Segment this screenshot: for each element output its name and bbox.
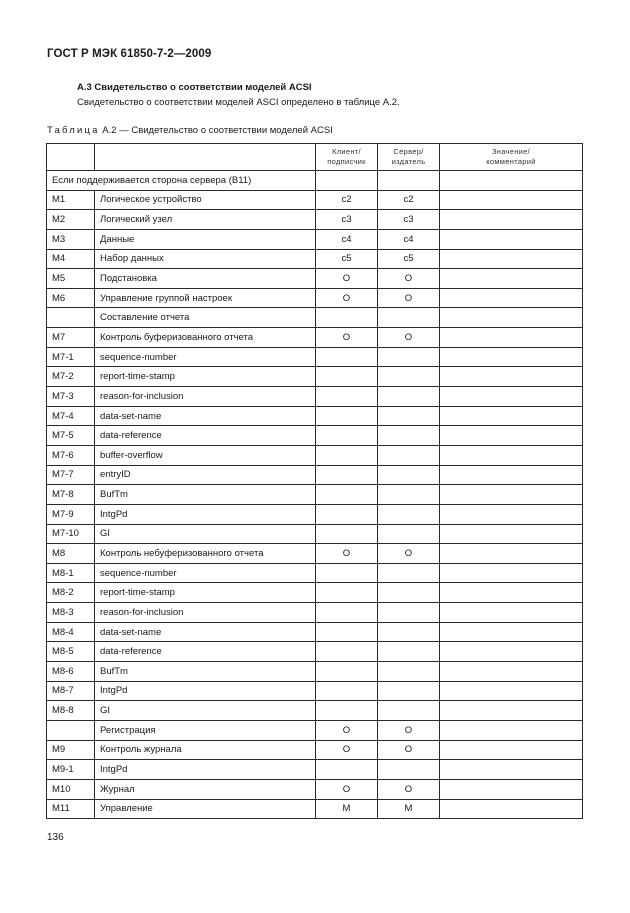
row-name-cell: IntgPd	[95, 504, 316, 524]
row-client-cell: c2	[316, 190, 378, 210]
row-name-cell: Контроль журнала	[95, 740, 316, 760]
row-name-cell: Регистрация	[95, 720, 316, 740]
row-server-cell	[378, 701, 440, 721]
row-value-cell	[440, 779, 583, 799]
row-value-cell	[440, 720, 583, 740]
row-id-cell: M8	[47, 544, 95, 564]
row-client-cell	[316, 485, 378, 505]
row-value-cell	[440, 171, 583, 191]
row-client-cell	[316, 406, 378, 426]
row-id-cell: M7-9	[47, 504, 95, 524]
row-name-cell: report-time-stamp	[95, 583, 316, 603]
row-server-cell	[378, 681, 440, 701]
row-client-cell: O	[316, 740, 378, 760]
row-client-cell	[316, 465, 378, 485]
header-server	[378, 144, 440, 171]
row-name-cell: Логический узел	[95, 210, 316, 230]
row-client-cell	[316, 504, 378, 524]
row-value-cell	[440, 249, 583, 269]
row-name-cell: entryID	[95, 465, 316, 485]
row-client-cell: O	[316, 779, 378, 799]
table-row	[47, 288, 583, 308]
table-row	[47, 347, 583, 367]
row-client-cell	[316, 701, 378, 721]
row-server-cell: O	[378, 720, 440, 740]
table-caption-prefix: Таблица	[47, 125, 100, 136]
row-value-cell	[440, 288, 583, 308]
row-id-cell: M7-8	[47, 485, 95, 505]
row-value-cell	[440, 269, 583, 289]
row-client-cell: c4	[316, 229, 378, 249]
row-name-cell: buffer-overflow	[95, 445, 316, 465]
row-client-cell	[316, 524, 378, 544]
row-client-cell	[316, 387, 378, 407]
row-value-cell	[440, 603, 583, 623]
section-text: Свидетельство о соответствии моделей ASCI определено в таблице А.2.	[77, 97, 400, 108]
table-row	[47, 544, 583, 564]
row-client-cell: c5	[316, 249, 378, 269]
row-id-cell: M7-2	[47, 367, 95, 387]
row-server-cell	[378, 504, 440, 524]
table-row	[47, 249, 583, 269]
row-client-cell: O	[316, 288, 378, 308]
row-server-cell: c4	[378, 229, 440, 249]
row-id-cell: M8-1	[47, 563, 95, 583]
table-row	[47, 387, 583, 407]
table-caption-text: А.2 — Свидетельство о соответствии моделей ACSI	[99, 125, 333, 136]
header-client-line2: подписчик	[327, 157, 366, 166]
header-value	[440, 144, 583, 171]
row-server-cell: c5	[378, 249, 440, 269]
row-id-cell: M7-10	[47, 524, 95, 544]
row-server-cell	[378, 662, 440, 682]
table-row	[47, 504, 583, 524]
row-name-cell: GI	[95, 701, 316, 721]
table-caption	[47, 125, 333, 136]
section-title: А.3 Свидетельство о соответствии моделей ACSI	[77, 82, 312, 93]
row-id-cell: M7-5	[47, 426, 95, 446]
row-server-cell	[378, 563, 440, 583]
row-id-cell	[47, 308, 95, 328]
table-row	[47, 701, 583, 721]
row-server-cell	[378, 583, 440, 603]
row-id-cell: M4	[47, 249, 95, 269]
row-name-cell: Контроль небуферизованного отчета	[95, 544, 316, 564]
row-client-cell	[316, 347, 378, 367]
row-name-cell: data-reference	[95, 426, 316, 446]
row-server-cell	[378, 387, 440, 407]
row-server-cell: c2	[378, 190, 440, 210]
table-row	[47, 465, 583, 485]
table-header-row	[47, 144, 583, 171]
row-name-cell: IntgPd	[95, 681, 316, 701]
row-name-cell: sequence-number	[95, 347, 316, 367]
row-id-cell: M8-8	[47, 701, 95, 721]
row-server-cell: O	[378, 544, 440, 564]
row-id-cell: M8-7	[47, 681, 95, 701]
row-id-cell: M7-4	[47, 406, 95, 426]
row-client-cell	[316, 642, 378, 662]
row-value-cell	[440, 583, 583, 603]
row-name-cell: reason-for-inclusion	[95, 387, 316, 407]
table-row	[47, 171, 583, 191]
table-row	[47, 308, 583, 328]
table-row	[47, 210, 583, 230]
row-name-cell: GI	[95, 524, 316, 544]
row-client-cell: M	[316, 799, 378, 819]
row-server-cell	[378, 603, 440, 623]
row-id-cell: M8-3	[47, 603, 95, 623]
row-id-cell: M7-3	[47, 387, 95, 407]
row-client-cell	[316, 681, 378, 701]
row-client-cell: O	[316, 328, 378, 348]
table-row	[47, 563, 583, 583]
table-row	[47, 779, 583, 799]
row-value-cell	[440, 347, 583, 367]
row-id-cell: M6	[47, 288, 95, 308]
row-id-cell: M3	[47, 229, 95, 249]
row-server-cell	[378, 347, 440, 367]
row-client-cell: O	[316, 269, 378, 289]
row-name-cell: data-reference	[95, 642, 316, 662]
row-name-cell: Контроль буферизованного отчета	[95, 328, 316, 348]
row-client-cell	[316, 603, 378, 623]
row-name-cell: report-time-stamp	[95, 367, 316, 387]
row-id-cell: M7-1	[47, 347, 95, 367]
row-value-cell	[440, 229, 583, 249]
row-id-cell: M8-6	[47, 662, 95, 682]
row-client-cell	[316, 308, 378, 328]
row-name-cell: Набор данных	[95, 249, 316, 269]
row-name-cell: BufTm	[95, 662, 316, 682]
row-value-cell	[440, 662, 583, 682]
header-client-line1: Клиент/	[332, 146, 361, 156]
table-row	[47, 622, 583, 642]
table-row	[47, 406, 583, 426]
header-name-cell	[95, 144, 316, 171]
row-client-cell: O	[316, 544, 378, 564]
row-name-cell: reason-for-inclusion	[95, 603, 316, 623]
document-code-header: ГОСТ Р МЭК 61850-7-2—2009	[47, 48, 212, 60]
row-value-cell	[440, 210, 583, 230]
row-value-cell	[440, 544, 583, 564]
row-server-cell	[378, 524, 440, 544]
row-name-cell: Составление отчета	[95, 308, 316, 328]
row-client-cell: c3	[316, 210, 378, 230]
row-name-cell: Подстановка	[95, 269, 316, 289]
row-id-cell: M11	[47, 799, 95, 819]
row-server-cell	[378, 406, 440, 426]
row-client-cell	[316, 445, 378, 465]
row-name-cell: IntgPd	[95, 760, 316, 780]
row-server-cell: O	[378, 779, 440, 799]
table-row	[47, 662, 583, 682]
row-value-cell	[440, 681, 583, 701]
row-value-cell	[440, 642, 583, 662]
row-id-cell: M7-6	[47, 445, 95, 465]
header-client	[316, 144, 378, 171]
table-row	[47, 740, 583, 760]
table-row	[47, 583, 583, 603]
row-value-cell	[440, 485, 583, 505]
row-value-cell	[440, 465, 583, 485]
header-value-line2: комментарий	[486, 157, 536, 166]
table-row	[47, 642, 583, 662]
page-number: 136	[47, 832, 64, 843]
row-server-cell	[378, 367, 440, 387]
row-id-cell: M9-1	[47, 760, 95, 780]
row-id-cell	[47, 720, 95, 740]
row-id-cell: M9	[47, 740, 95, 760]
row-value-cell	[440, 308, 583, 328]
row-server-cell	[378, 308, 440, 328]
table-row	[47, 367, 583, 387]
row-server-cell: M	[378, 799, 440, 819]
row-value-cell	[440, 622, 583, 642]
table-row	[47, 799, 583, 819]
table-row	[47, 229, 583, 249]
row-server-cell	[378, 445, 440, 465]
row-value-cell	[440, 387, 583, 407]
row-id-cell: M1	[47, 190, 95, 210]
row-name-cell: Управление	[95, 799, 316, 819]
row-server-cell	[378, 171, 440, 191]
row-server-cell	[378, 760, 440, 780]
row-server-cell: O	[378, 288, 440, 308]
row-id-cell: M10	[47, 779, 95, 799]
row-name-cell: data-set-name	[95, 622, 316, 642]
row-value-cell	[440, 524, 583, 544]
table-row	[47, 681, 583, 701]
row-client-cell	[316, 171, 378, 191]
row-value-cell	[440, 563, 583, 583]
table-row	[47, 426, 583, 446]
table-row	[47, 760, 583, 780]
row-name-cell: Данные	[95, 229, 316, 249]
table-row	[47, 190, 583, 210]
header-value-line1: Значение/	[491, 146, 531, 156]
row-client-cell	[316, 760, 378, 780]
row-server-cell: O	[378, 328, 440, 348]
row-name-cell: BufTm	[95, 485, 316, 505]
row-id-cell: M8-5	[47, 642, 95, 662]
row-server-cell	[378, 642, 440, 662]
row-client-cell	[316, 563, 378, 583]
table-row	[47, 269, 583, 289]
table-row	[47, 485, 583, 505]
table-body	[47, 171, 583, 819]
header-server-line2: издатель	[391, 157, 426, 166]
row-client-cell	[316, 662, 378, 682]
row-client-cell	[316, 367, 378, 387]
row-value-cell	[440, 406, 583, 426]
header-id-cell	[47, 144, 95, 171]
row-id-cell: M5	[47, 269, 95, 289]
row-client-cell	[316, 426, 378, 446]
row-server-cell	[378, 426, 440, 446]
row-server-cell	[378, 465, 440, 485]
table-row	[47, 445, 583, 465]
row-server-cell	[378, 485, 440, 505]
row-value-cell	[440, 445, 583, 465]
row-server-cell	[378, 622, 440, 642]
row-id-cell: M8-2	[47, 583, 95, 603]
row-client-cell	[316, 622, 378, 642]
row-name-cell: Журнал	[95, 779, 316, 799]
row-value-cell	[440, 190, 583, 210]
row-server-cell: O	[378, 740, 440, 760]
row-name-cell: Управление группой настроек	[95, 288, 316, 308]
table-row	[47, 524, 583, 544]
table-row	[47, 328, 583, 348]
table-row	[47, 603, 583, 623]
row-id-cell: M7	[47, 328, 95, 348]
row-value-cell	[440, 426, 583, 446]
row-value-cell	[440, 760, 583, 780]
row-name-cell: Логическое устройство	[95, 190, 316, 210]
row-client-cell	[316, 583, 378, 603]
row-id-cell: M8-4	[47, 622, 95, 642]
table-row	[47, 720, 583, 740]
row-id-cell: M2	[47, 210, 95, 230]
row-value-cell	[440, 328, 583, 348]
row-id-cell: M7-7	[47, 465, 95, 485]
row-value-cell	[440, 740, 583, 760]
row-value-cell	[440, 799, 583, 819]
row-value-cell	[440, 504, 583, 524]
row-client-cell: O	[316, 720, 378, 740]
row-server-cell: O	[378, 269, 440, 289]
row-server-cell: c3	[378, 210, 440, 230]
row-value-cell	[440, 701, 583, 721]
conformance-table	[46, 143, 583, 819]
row-name-cell: data-set-name	[95, 406, 316, 426]
row-span-cell: Если поддерживается сторона сервера (В11)	[47, 171, 316, 191]
header-server-line1: Сервер/	[393, 146, 424, 156]
row-name-cell: sequence-number	[95, 563, 316, 583]
row-value-cell	[440, 367, 583, 387]
